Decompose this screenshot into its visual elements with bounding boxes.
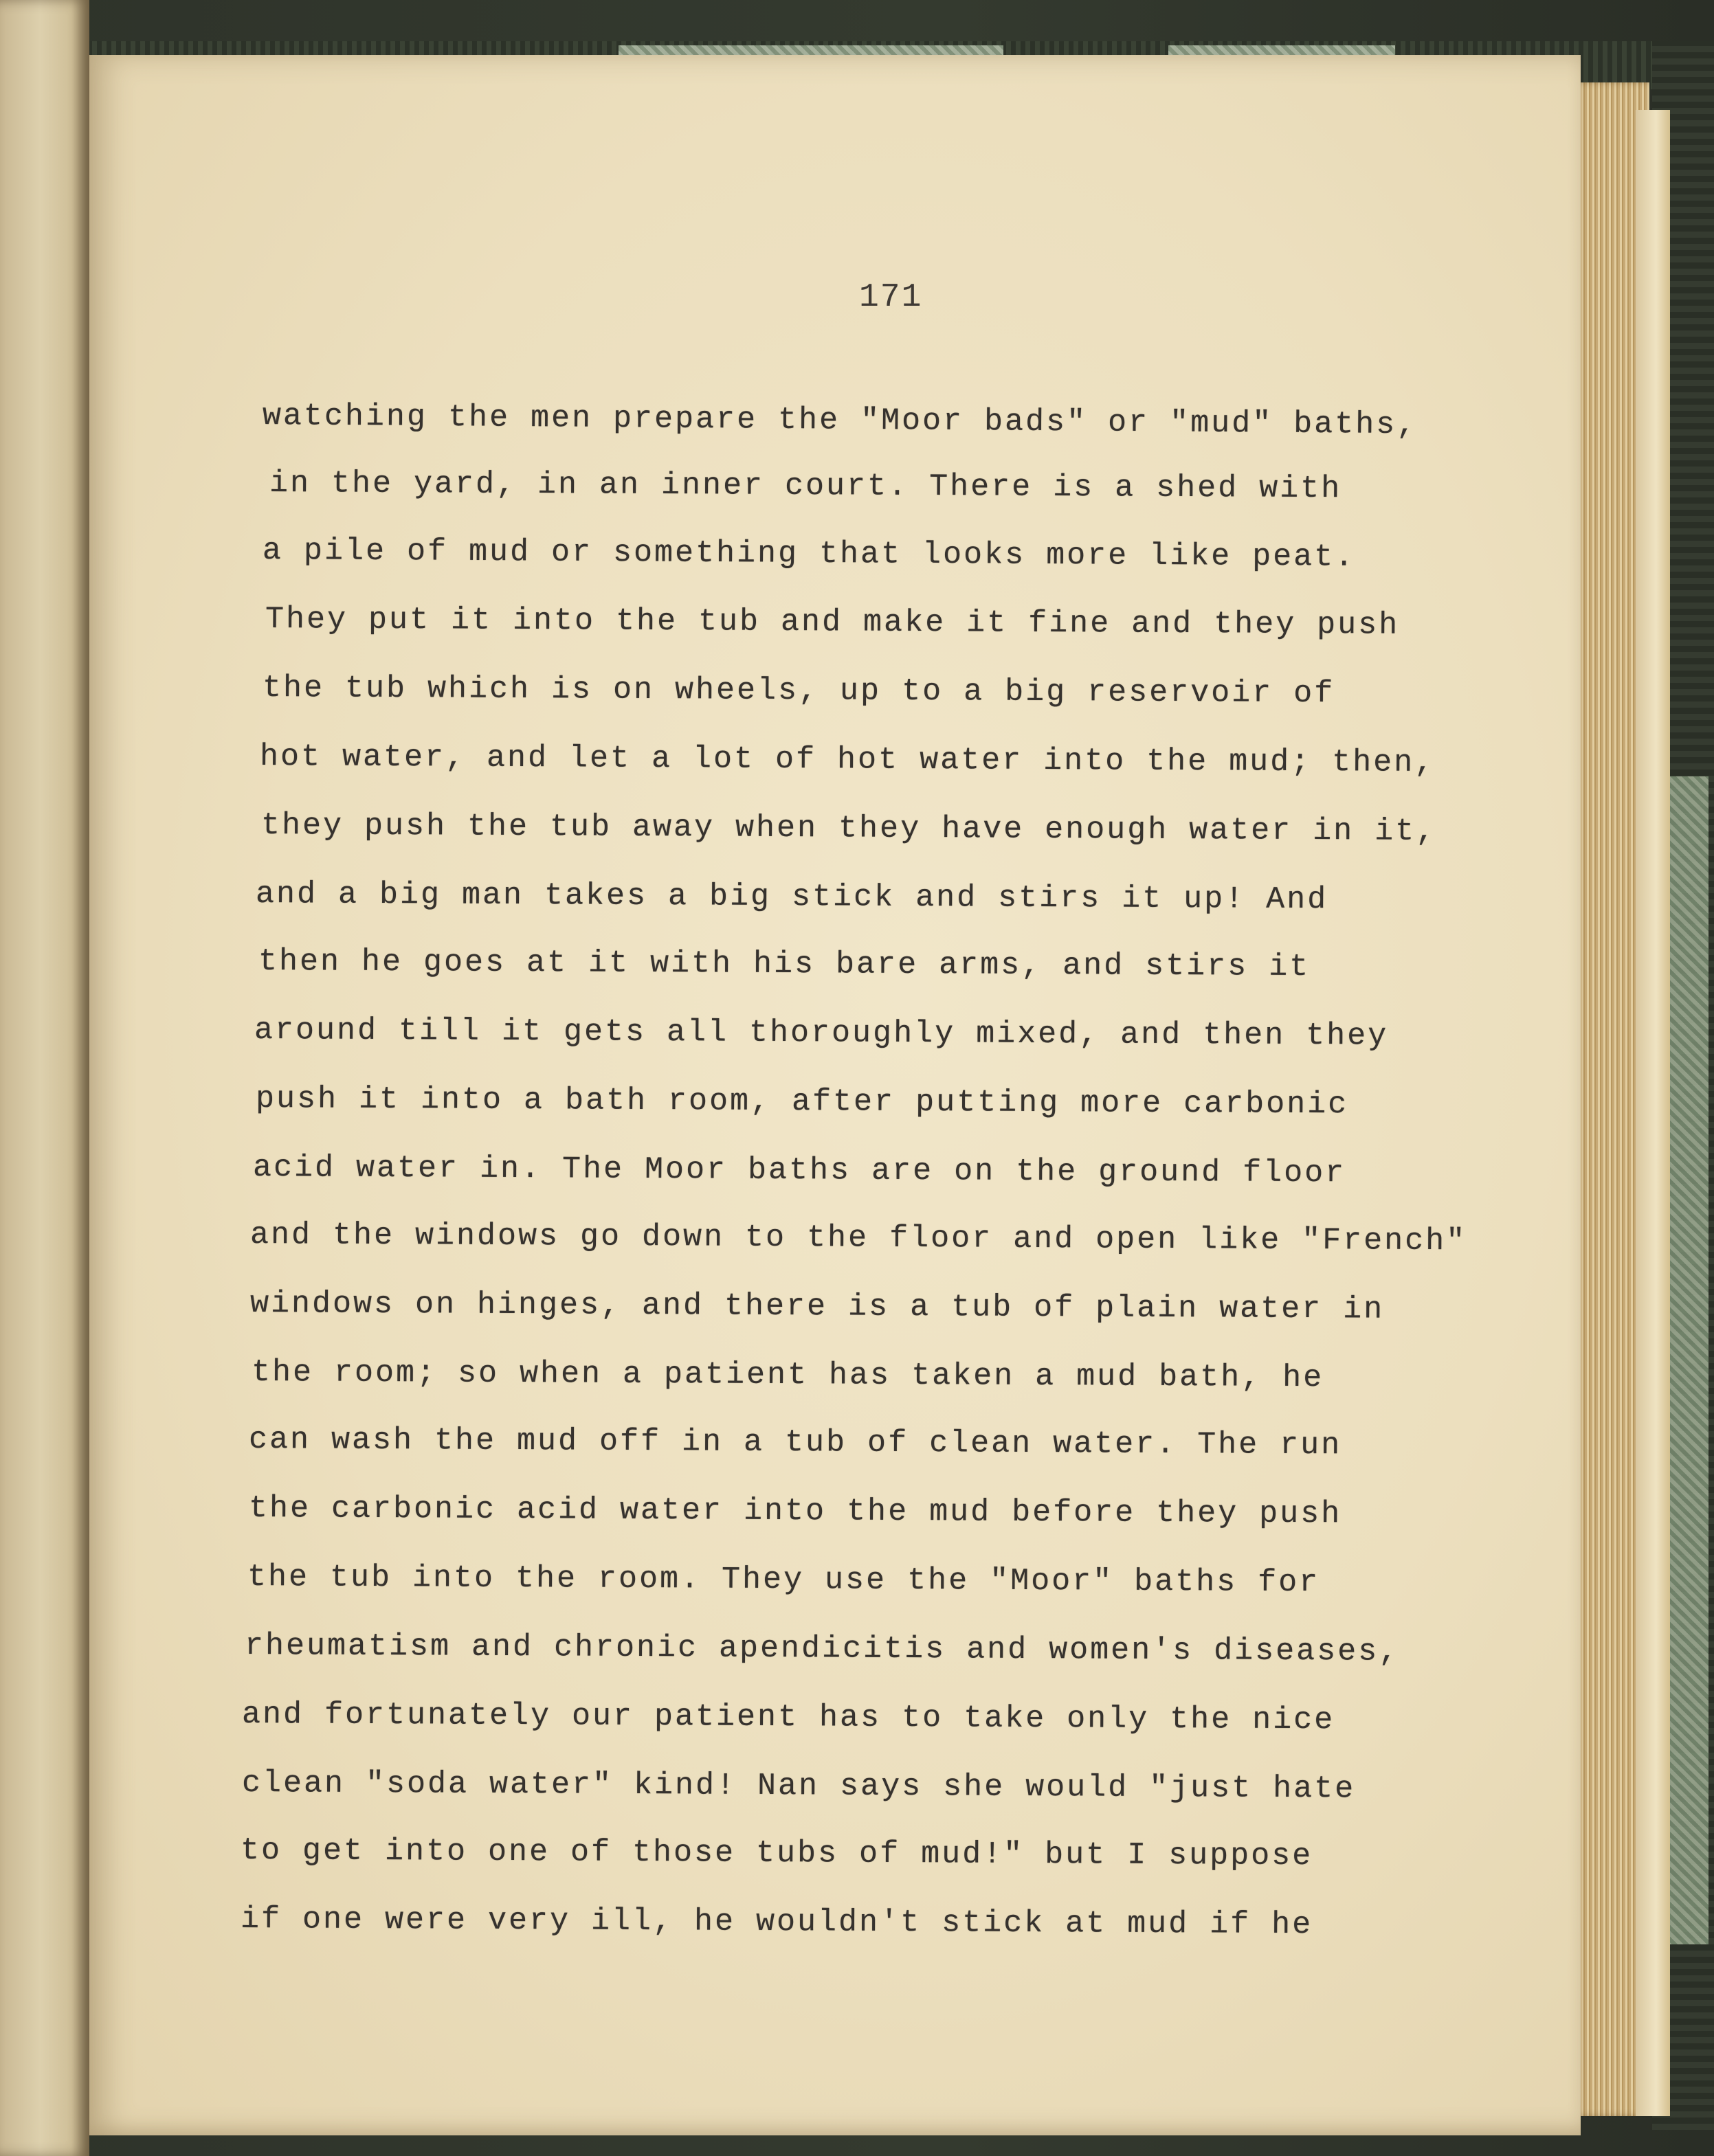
facing-page-edge — [0, 0, 89, 2156]
text-line: if one were very ill, he wouldn't stick at mud if he — [240, 1902, 1313, 1943]
text-line: to get into one of those tubs of mud!" but I suppose — [240, 1833, 1313, 1874]
text-line: can wash the mud off in a tub of clean water. The run — [248, 1422, 1342, 1463]
text-line: and a big man takes a big stick and stirs it up! And — [255, 877, 1328, 918]
text-line: the tub into the room. They use the "Moor" baths for — [247, 1560, 1320, 1601]
text-line: in the yard, in an inner court. There is a shed with — [269, 466, 1342, 507]
text-line: the room; so when a patient has taken a mud bath, he — [251, 1355, 1324, 1396]
text-line: around till it gets all thoroughly mixed, and then they — [254, 1013, 1389, 1054]
book-page — [89, 55, 1581, 2135]
text-line: they push the tub away when they have enough water in it, — [260, 808, 1437, 849]
text-line: a pile of mud or something that looks more like peat. — [262, 533, 1356, 575]
text-line: the carbonic acid water into the mud before they push — [248, 1491, 1342, 1532]
text-line: the tub which is on wheels, up to a big reservoir of — [262, 671, 1335, 712]
text-line: push it into a bath room, after putting more carbonic — [255, 1081, 1349, 1123]
page-block-edge-outer — [1636, 110, 1670, 2116]
text-line: clean "soda water" kind! Nan says she would "just hate — [241, 1766, 1356, 1807]
text-line: and fortunately our patient has to take only the nice — [241, 1697, 1335, 1738]
text-line: and the windows go down to the floor and open like "French" — [249, 1217, 1467, 1259]
text-line: hot water, and let a lot of hot water into the mud; then, — [259, 739, 1436, 781]
text-line: watching the men prepare the "Moor bads" or "mud" baths, — [262, 398, 1418, 443]
text-line: rheumatism and chronic apendicitis and women's diseases, — [244, 1628, 1400, 1670]
text-line: then he goes at it with his bare arms, and stirs it — [258, 944, 1311, 985]
text-line: They put it into the tub and make it fine and they push — [265, 602, 1400, 643]
page-number: 171 — [859, 279, 923, 316]
text-line: windows on hinges, and there is a tub of plain water in — [249, 1286, 1385, 1327]
text-line: acid water in. The Moor baths are on the ground floor — [252, 1150, 1346, 1191]
